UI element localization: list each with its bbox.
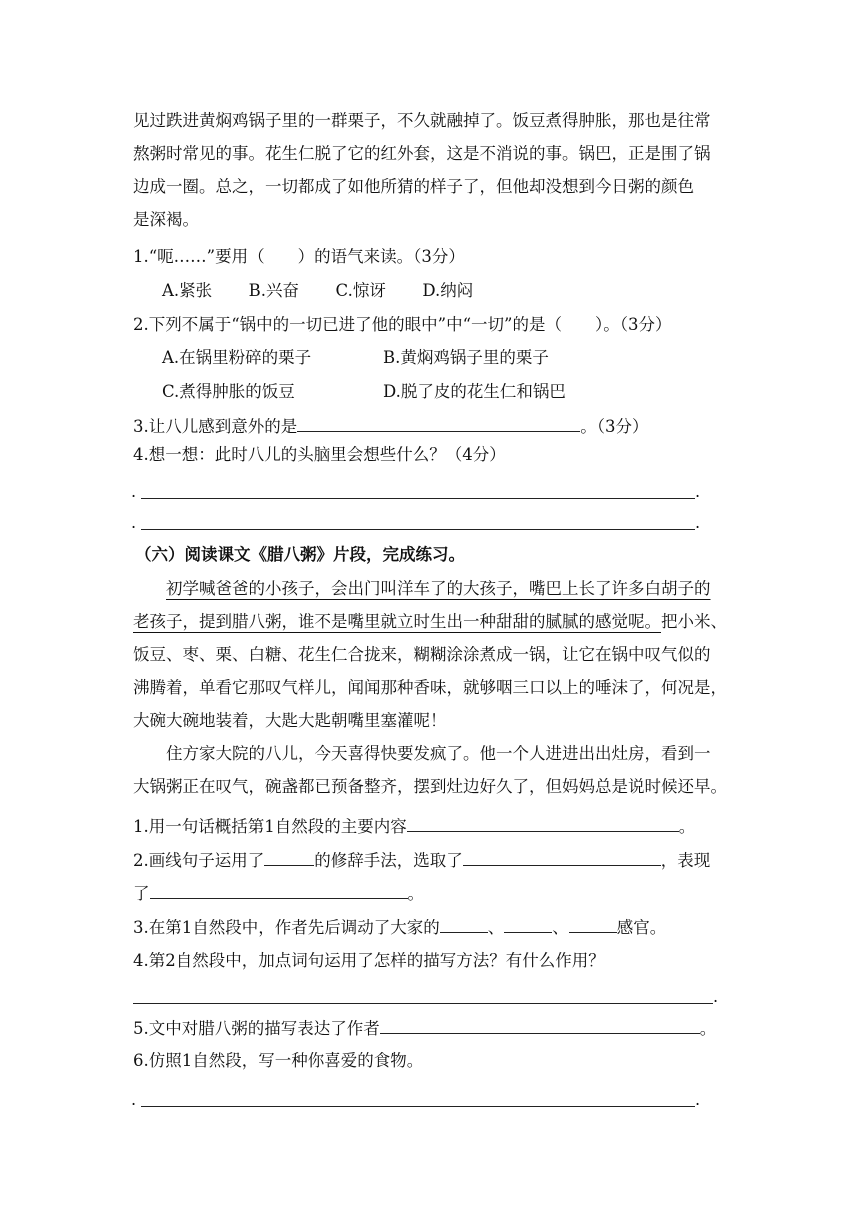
passage-line: 住方家大院的八儿，今天喜得快要发疯了。他一个人进进出出灶房，看到一 (166, 744, 711, 763)
passage-line: 边成一圈。总之，一切都成了如他所猜的样子了，但他却没想到今日粥的颜色 (133, 177, 694, 196)
option-a[interactable]: A.紧张 (162, 281, 213, 300)
answer-blank[interactable] (504, 916, 552, 933)
s6-question-1: 1.用一句话概括第1自然段的主要内容 。 (133, 817, 696, 836)
answer-blank[interactable] (440, 916, 488, 933)
passage-2: 初学喊爸爸的小孩子，会出门叫洋车了的大孩子，嘴巴上长了许多白胡子的 老孩子，提到腊八粥，谁不是嘴里就立时生出一种甜甜的腻腻的感觉呢。把小米、 饭豆、枣、栗、白糖、花生仁合拢来，糊糊涂涂煮成一锅，让它在锅中叹气似的 沸腾着，单看它那叹气样儿，闻闻那种香味，就够咽三口以上的唾沫了，何况是， 大碗大碗地装着，大匙大匙朝嘴里塞灌呢！ 住方家大院的八儿，今天喜得快要发疯了。他一个人进进出出灶房，看到一 大锅粥正在叹气，碗盏都已预备整齐，摆到灶边好久了，但妈妈总是说时候还早。 (133, 572, 733, 803)
underlined-sentence: 老孩子，提到腊八粥，谁不是嘴里就立时生出一种甜甜的腻腻的感觉呢。 (133, 612, 661, 631)
question-4-stem: 4.想一想：此时八儿的头脑里会想些什么？（4分） (133, 445, 506, 464)
s6-question-2-cont: 了 。 (133, 884, 424, 903)
section-6-title: （六）阅读课文《腊八粥》片段，完成练习。 (135, 545, 465, 564)
passage-line: 熬粥时常见的事。花生仁脱了它的红外套，这是不消说的事。锅巴，正是围了锅 (133, 144, 711, 163)
question-1-options (162, 280, 473, 302)
question-3 (133, 415, 649, 438)
answer-blank[interactable] (463, 849, 661, 866)
s6-question-4-stem: 4.第2自然段中，加点词句运用了怎样的描写方法？有什么作用？ (133, 951, 605, 970)
answer-blank[interactable] (407, 815, 679, 832)
passage-top (133, 104, 733, 236)
answer-line[interactable]: . (131, 986, 721, 1008)
passage-line: 见过跌进黄焖鸡锅子里的一群栗子，不久就融掉了。饭豆煮得肿胀，那也是往常 (133, 111, 711, 130)
answer-blank[interactable] (150, 882, 408, 899)
underlined-sentence: 初学喊爸爸的小孩子，会出门叫洋车了的大孩子，嘴巴上长了许多白胡子的 (166, 579, 711, 598)
s6-question-2: 2.画线句子运用了 的修辞手法，选取了 ，表现 (133, 851, 711, 870)
option-b[interactable]: B.黄焖鸡锅子里的栗子 (383, 348, 549, 367)
s6-question-3: 3.在第1自然段中，作者先后调动了大家的 、 、 感官。 (133, 918, 667, 937)
question-1-stem: 1.“呃……”要用（ ）的语气来读。（3分） (133, 247, 465, 266)
answer-blank[interactable] (297, 415, 580, 432)
option-b[interactable]: B.兴奋 (248, 281, 300, 300)
passage-line: 大锅粥正在叹气，碗盏都已预备整齐，摆到灶边好久了，但妈妈总是说时候还早。 (133, 777, 727, 796)
option-c[interactable]: C.惊讶 (335, 281, 386, 300)
question-3-score: 。（3分） (580, 417, 649, 436)
passage-line: 大碗大碗地装着，大匙大匙朝嘴里塞灌呢！ (133, 711, 447, 730)
option-c[interactable]: C.煮得肿胀的饭豆 (162, 382, 295, 401)
answer-line[interactable]: . . (131, 482, 701, 501)
answer-blank[interactable] (264, 849, 314, 866)
answer-blank[interactable] (380, 1017, 700, 1034)
passage-line: 沸腾着，单看它那叹气样儿，闻闻那种香味，就够咽三口以上的唾沫了，何况是， (133, 678, 727, 697)
question-2-stem: 2.下列不属于“锅中的一切已进了他的眼中”中“一切”的是（ ）。（3分） (133, 315, 672, 334)
option-d[interactable]: D.脱了皮的花生仁和锅巴 (383, 382, 566, 401)
answer-blank[interactable] (569, 916, 617, 933)
answer-line[interactable]: . . (131, 513, 701, 532)
option-d[interactable]: D.纳闷 (422, 281, 474, 300)
s6-question-6-stem: 6.仿照1自然段，写一种你喜爱的食物。 (133, 1051, 424, 1070)
passage-line: 饭豆、枣、栗、白糖、花生仁合拢来，糊糊涂涂煮成一锅，让它在锅中叹气似的 (133, 645, 711, 664)
question-3-text: 3.让八儿感到意外的是 (133, 417, 298, 436)
passage-line: 是深褐。 (133, 210, 199, 229)
answer-line[interactable]: . . (131, 1090, 701, 1109)
option-a[interactable]: A.在锅里粉碎的栗子 (162, 348, 312, 367)
s6-question-5: 5.文中对腊八粥的描写表达了作者 。 (133, 1019, 717, 1038)
